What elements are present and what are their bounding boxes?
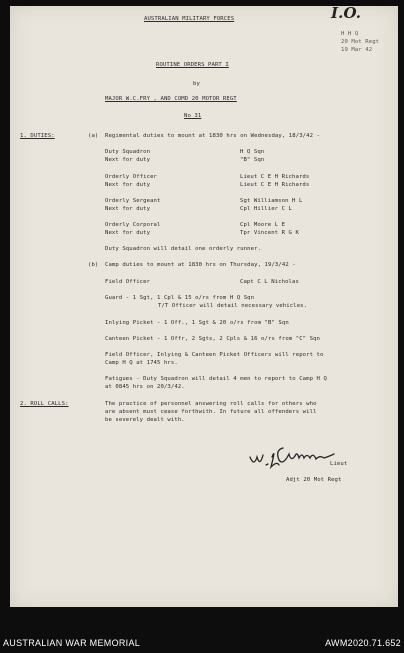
- archive-name: AUSTRALIAN WAR MEMORIAL: [3, 638, 141, 648]
- subsection-a-text: Regimental duties to mount at 1830 hrs on Wednesday, 18/3/42 -: [105, 133, 320, 139]
- letterhead: AUSTRALIAN MILITARY FORCES: [144, 16, 235, 22]
- duty-left-7: Orderly Corporal: [105, 222, 161, 228]
- inlying-picket-line: Inlying Picket - 1 Off., 1 Sgt & 20 o/rs from "B" Sqn: [105, 320, 289, 326]
- signatory-title: Adjt 20 Mot Regt: [286, 477, 342, 483]
- report-line-2: Camp H Q at 1745 hrs.: [105, 360, 178, 366]
- canteen-picket-line: Canteen Picket - 1 Offr, 2 Sgts, 2 Cpls & 16 o/rs from "C" Sqn: [105, 336, 320, 342]
- archive-footer: [0, 607, 404, 653]
- order-number: No 31: [184, 113, 202, 119]
- document-title: ROUTINE ORDERS PART I: [156, 62, 229, 68]
- duty-right-6: Cpl Hillier C L: [240, 206, 293, 212]
- duty-left-4: Next for duty: [105, 182, 151, 188]
- duty-left-8: Next for duty: [105, 230, 151, 236]
- duty-right-4: Lieut C E H Richards: [240, 182, 310, 188]
- roll-call-line-1: The practice of personnel answering roll calls for others who: [105, 401, 317, 407]
- runner-note: Duty Squadron will detail one orderly runner.: [105, 246, 262, 252]
- handwritten-corner-note: I.O.: [331, 4, 362, 22]
- author-line: MAJOR W.C.FRY , AND COMD 20 MOTOR REGT: [105, 96, 237, 102]
- duty-right-5: Sgt Williamson H L: [240, 198, 303, 204]
- stamp-line-3: 19 Mar 42: [341, 47, 373, 53]
- field-officer-value: Capt C L Nicholas: [240, 279, 299, 285]
- report-line-1: Field Officer, Inlying & Canteen Picket Officers will report to: [105, 352, 324, 358]
- archive-accession-number: AWM2020.71.652: [325, 638, 401, 648]
- stamp-line-2: 20 Mot Regt: [341, 39, 380, 45]
- duty-left-2: Next for duty: [105, 157, 151, 163]
- section-1-heading: 1. DUTIES:: [20, 133, 55, 139]
- roll-call-line-2: are absent must cease forthwith. In future all offenders will: [105, 409, 317, 415]
- duty-left-5: Orderly Sergeant: [105, 198, 161, 204]
- fatigues-line-1: Fatigues - Duty Squadron will detail 4 men to report to Camp H Q: [105, 376, 327, 382]
- duty-left-6: Next for duty: [105, 206, 151, 212]
- subsection-b-label: (b): [88, 262, 99, 268]
- duty-left-3: Orderly Officer: [105, 174, 158, 180]
- guard-line: Guard - 1 Sgt, 1 Cpl & 15 o/rs from H Q Sqn: [105, 295, 255, 301]
- duty-right-3: Lieut C E H Richards: [240, 174, 310, 180]
- duty-right-8: Tpr Vincent R G K: [240, 230, 299, 236]
- duty-right-2: "B" Sqn: [240, 157, 265, 163]
- by-line: by: [193, 81, 200, 87]
- handwritten-signature: [248, 443, 348, 473]
- subsection-a-label: (a): [88, 133, 99, 139]
- duty-right-1: H Q Sqn: [240, 149, 265, 155]
- document-page: [10, 6, 398, 607]
- fatigues-line-2: at 0845 hrs on 20/3/42.: [105, 384, 185, 390]
- signatory-rank: Lieut: [330, 461, 348, 467]
- field-officer-label: Field Officer: [105, 279, 151, 285]
- subsection-b-text: Camp duties to mount at 1830 hrs on Thursday, 19/3/42 -: [105, 262, 296, 268]
- section-2-heading: 2. ROLL CALLS:: [20, 401, 69, 407]
- guard-vehicles-line: T/T Officer will detail necessary vehicles.: [158, 303, 308, 309]
- roll-call-line-3: be severely dealt with.: [105, 417, 185, 423]
- duty-right-7: Cpl Moore L E: [240, 222, 286, 228]
- duty-left-1: Duty Squadron: [105, 149, 151, 155]
- stamp-line-1: H H Q: [341, 31, 359, 37]
